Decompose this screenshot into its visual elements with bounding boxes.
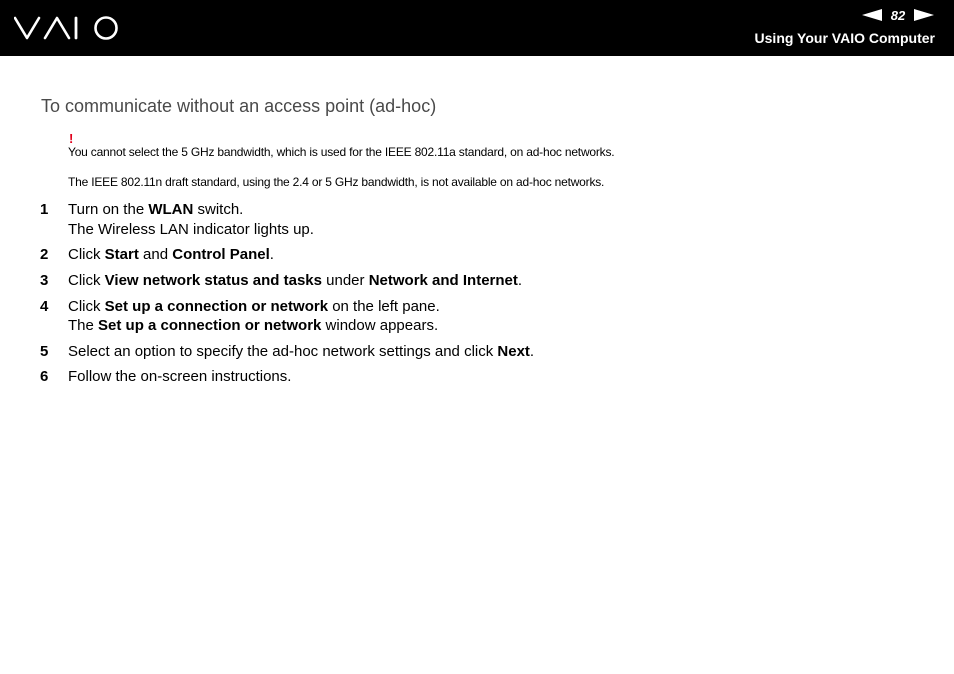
step-number: 3 [40, 272, 49, 289]
step-result: The Set up a connection or network window appears. [68, 317, 439, 334]
step-number: 6 [40, 368, 49, 385]
step-text: Follow the on-screen instructions. [68, 368, 292, 385]
triangle-right-icon[interactable] [914, 9, 934, 21]
note-line-1: You cannot select the 5 GHz bandwidth, which is used for the IEEE 802.11a standard, on ad-hoc networks. [68, 145, 615, 159]
page-heading: To communicate without an access point (ad-hoc) [41, 96, 437, 116]
step-number: 5 [40, 343, 49, 360]
step-text: Click Set up a connection or network on the left pane. [68, 298, 440, 315]
vaio-logo [14, 15, 120, 41]
step-text: Click Start and Control Panel. [68, 246, 274, 263]
ui-term: Control Panel [172, 246, 270, 263]
step-text: Select an option to specify the ad-hoc network settings and click Next. [68, 343, 535, 360]
ui-term: Set up a connection or network [104, 298, 329, 315]
ui-term: Network and Internet [368, 272, 518, 289]
ui-term: Next [497, 343, 530, 360]
step-text: Turn on the WLAN switch. [68, 201, 244, 218]
step-number: 2 [40, 246, 49, 263]
ui-term: Start [104, 246, 139, 263]
warning-mark-icon: ! [69, 131, 74, 146]
step-number: 4 [40, 298, 49, 315]
page-navigation [862, 7, 934, 23]
section-title: Using Your VAIO Computer [754, 30, 935, 46]
step-text: Click View network status and tasks under Network and Internet. [68, 272, 523, 289]
ui-term: Set up a connection or network [98, 317, 322, 334]
page-header [0, 0, 954, 56]
note-line-2: The IEEE 802.11n draft standard, using the 2.4 or 5 GHz bandwidth, is not available on ad-hoc networks. [68, 175, 605, 189]
ui-term: WLAN [148, 201, 194, 218]
step-result: The Wireless LAN indicator lights up. [68, 221, 314, 238]
page-number: 82 [890, 7, 906, 23]
triangle-left-icon[interactable] [862, 9, 882, 21]
ui-term: View network status and tasks [104, 272, 322, 289]
step-number: 1 [40, 201, 49, 218]
